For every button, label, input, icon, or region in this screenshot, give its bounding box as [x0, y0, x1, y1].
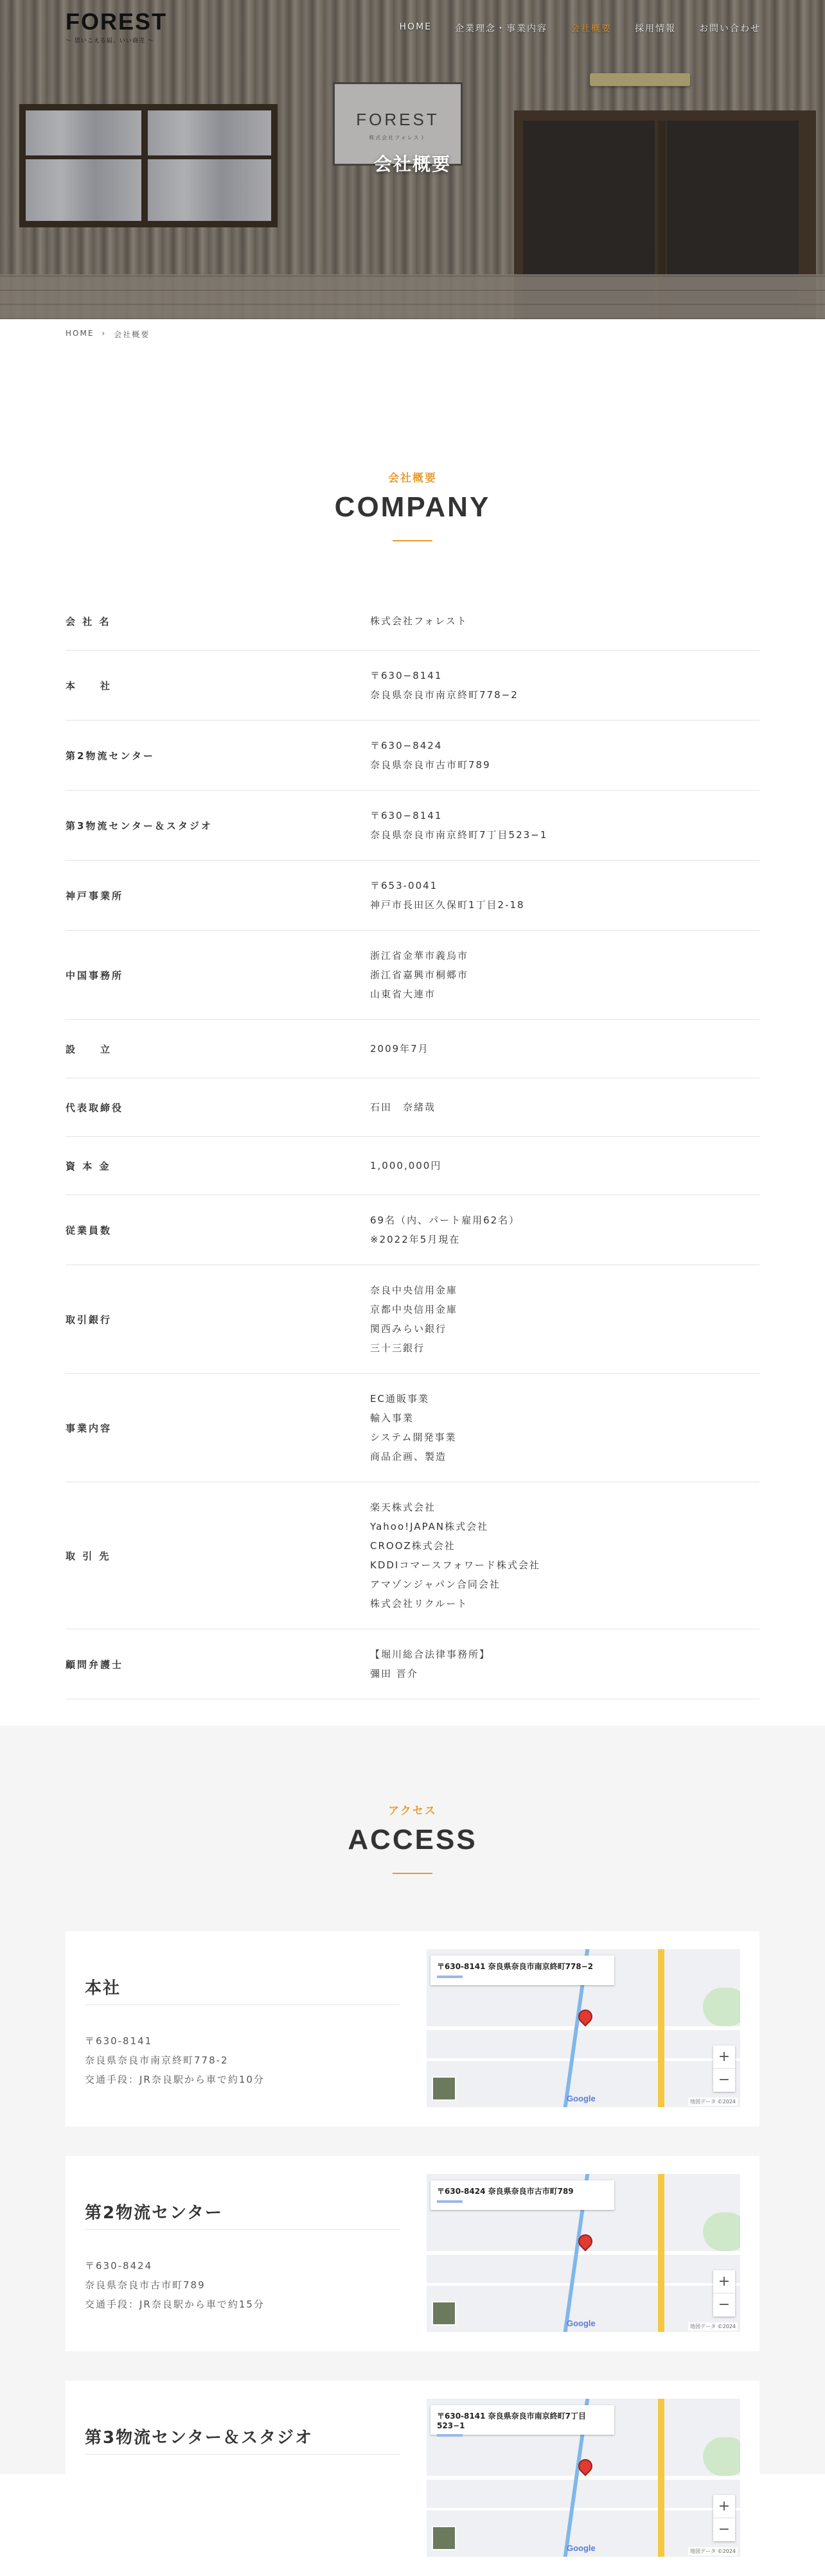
- access-section: [0, 1726, 825, 2554]
- table-row: [66, 861, 759, 931]
- map-link[interactable]: [437, 2200, 463, 2203]
- table-row: [66, 931, 759, 1020]
- building-sign-image: FOREST 株式会社フォレスト: [333, 82, 463, 166]
- map-info-box[interactable]: [430, 2180, 614, 2210]
- zoom-in-button[interactable]: +: [713, 2495, 735, 2518]
- row-value-line: 奈良県奈良市南京終町7丁目523−1: [370, 829, 548, 841]
- row-value: [370, 1211, 759, 1249]
- google-logo: Google: [567, 2543, 596, 2553]
- table-row: [66, 791, 759, 861]
- row-value-line: 関西みらい銀行: [370, 1323, 447, 1335]
- map-zoom-control: [713, 2270, 735, 2317]
- satellite-toggle[interactable]: [432, 2076, 456, 2101]
- google-map-embed[interactable]: [427, 1949, 740, 2107]
- breadcrumb-current: 会社概要: [114, 330, 150, 339]
- address-line: 交通手段：JR奈良駅から車で約10分: [85, 2074, 265, 2085]
- row-value-line: システム開発事業: [370, 1432, 457, 1443]
- row-value-line: 輸入事業: [370, 1412, 414, 1424]
- row-value-line: 〒653-0041: [370, 880, 438, 891]
- row-value-line: 2009年7月: [370, 1043, 429, 1055]
- row-value-line: 浙江省嘉興市桐郷市: [370, 969, 469, 981]
- access-card-address: [85, 2031, 265, 2089]
- table-row: [66, 1195, 759, 1265]
- nav-company[interactable]: 会社概要: [571, 24, 612, 34]
- access-card: [66, 2381, 759, 2576]
- access-heading-jp: アクセス: [388, 1805, 437, 1818]
- table-row: [66, 1020, 759, 1078]
- address-line: 〒630-8424: [85, 2260, 153, 2272]
- row-value-line: 山東省大連市: [370, 988, 436, 1000]
- company-section: [0, 469, 825, 1679]
- map-credit: 地図データ ©2024: [688, 2322, 738, 2331]
- row-label: 神戸事業所: [66, 889, 124, 902]
- nav-recruit[interactable]: 採用情報: [635, 24, 676, 34]
- divider: [85, 2454, 400, 2455]
- row-value: [370, 1645, 759, 1683]
- site-header: [0, 0, 825, 58]
- company-info-table: [66, 592, 759, 1699]
- page-title: 会社概要: [373, 153, 451, 175]
- google-logo: Google: [567, 2094, 596, 2103]
- row-value-line: 〒630−8141: [370, 670, 443, 681]
- row-value-line: 奈良中央信用金庫: [370, 1284, 458, 1296]
- heading-underline: [393, 1873, 432, 1874]
- map-link[interactable]: [437, 1976, 463, 1978]
- nav-contact[interactable]: お問い合わせ: [699, 24, 761, 34]
- company-heading-jp: 会社概要: [388, 472, 437, 485]
- map-credit: 地図データ ©2024: [688, 2098, 738, 2106]
- map-zoom-control: [713, 2495, 735, 2541]
- row-value: [370, 806, 759, 845]
- row-label: 資 本 金: [66, 1160, 111, 1172]
- row-value: [370, 1389, 759, 1466]
- row-value-line: 奈良県奈良市古市町789: [370, 759, 491, 771]
- row-value-line: 〒630−8141: [370, 810, 443, 821]
- access-card: [66, 2156, 759, 2351]
- satellite-toggle[interactable]: [432, 2301, 456, 2326]
- row-value-line: アマゾンジャパン合同会社: [370, 1579, 501, 1590]
- table-row: [66, 1629, 759, 1699]
- global-nav: [400, 22, 761, 35]
- row-label: 第3物流センター＆スタジオ: [66, 819, 213, 832]
- satellite-toggle[interactable]: [432, 2526, 456, 2550]
- address-line: 〒630-8141: [85, 2035, 153, 2047]
- breadcrumb-separator: ›: [102, 329, 107, 338]
- company-heading: [0, 469, 825, 541]
- access-card-name: 第3物流センター＆スタジオ: [85, 2428, 314, 2448]
- row-value: [370, 1281, 759, 1358]
- divider: [85, 2004, 400, 2005]
- row-label: 本 社: [66, 679, 112, 692]
- row-value-line: 69名（内、パート雇用62名）: [370, 1214, 520, 1226]
- address-line: 奈良県奈良市南京終町778-2: [85, 2055, 229, 2066]
- row-value-line: ※2022年5月現在: [370, 1234, 461, 1245]
- map-info-box[interactable]: [430, 2405, 614, 2435]
- google-map-embed[interactable]: [427, 2399, 740, 2557]
- row-value-line: 〒630−8424: [370, 740, 443, 751]
- access-card-address: [85, 2256, 265, 2314]
- access-card: [66, 1931, 759, 2126]
- map-zoom-control: [713, 2046, 735, 2092]
- row-label: 中国事務所: [66, 969, 124, 981]
- map-link[interactable]: [437, 2434, 463, 2437]
- table-row: [66, 651, 759, 721]
- address-line: 奈良県奈良市古市町789: [85, 2279, 206, 2291]
- zoom-out-button[interactable]: −: [718, 2297, 731, 2313]
- row-label: 顧問弁護士: [66, 1658, 124, 1670]
- row-value: [370, 1156, 759, 1175]
- row-label: 設 立: [66, 1043, 112, 1055]
- row-value-line: 彌田 晋介: [370, 1668, 418, 1679]
- row-value-line: 株式会社リクルート: [370, 1598, 468, 1609]
- row-value-line: 三十三銀行: [370, 1342, 425, 1354]
- nav-philosophy[interactable]: 企業理念・事業内容: [455, 24, 547, 34]
- row-value-line: Yahoo!JAPAN株式会社: [370, 1521, 489, 1532]
- access-card-name: 本社: [85, 1979, 121, 1998]
- company-heading-en: COMPANY: [334, 491, 491, 523]
- zoom-in-button[interactable]: +: [713, 2046, 735, 2069]
- row-value-line: 石田 奈緒哉: [370, 1101, 436, 1113]
- table-row: [66, 1482, 759, 1629]
- access-heading-en: ACCESS: [348, 1824, 477, 1855]
- breadcrumb-home[interactable]: HOME: [66, 329, 94, 338]
- map-info-box[interactable]: [430, 1956, 614, 1985]
- row-value-line: 商品企画、製造: [370, 1451, 447, 1462]
- map-info-title: 〒630-8424 奈良県奈良市古市町789: [437, 2187, 574, 2196]
- row-label: 取引銀行: [66, 1313, 112, 1326]
- google-map-embed[interactable]: [427, 2174, 740, 2332]
- row-value: [370, 946, 759, 1004]
- row-value: [370, 736, 759, 775]
- row-value: [370, 1098, 759, 1117]
- row-label: 代表取締役: [66, 1101, 124, 1114]
- map-credit: 地図データ ©2024: [688, 2547, 738, 2555]
- row-label: 第2物流センター: [66, 749, 155, 762]
- row-label: 事業内容: [66, 1422, 112, 1434]
- hero-banner: [0, 0, 825, 319]
- heading-underline: [393, 540, 432, 541]
- row-value-line: 株式会社フォレスト: [370, 615, 468, 627]
- row-value-line: 京都中央信用金庫: [370, 1304, 458, 1315]
- row-label: 会 社 名: [66, 615, 111, 627]
- table-row: [66, 592, 759, 651]
- row-label: 取 引 先: [66, 1550, 111, 1562]
- table-row: [66, 1137, 759, 1195]
- table-row: [66, 1078, 759, 1137]
- row-value: [370, 611, 759, 631]
- row-value: [370, 876, 759, 915]
- google-logo: Google: [567, 2318, 596, 2328]
- access-card-name: 第2物流センター: [85, 2204, 224, 2223]
- row-value-line: 浙江省金華市義烏市: [370, 950, 469, 961]
- zoom-out-button[interactable]: −: [718, 2072, 731, 2088]
- table-row: [66, 1265, 759, 1374]
- address-line: 交通手段：JR奈良駅から車で約15分: [85, 2299, 265, 2310]
- access-heading: [0, 1726, 825, 1874]
- row-value: [370, 1039, 759, 1058]
- nav-home[interactable]: HOME: [399, 22, 432, 32]
- zoom-out-button[interactable]: −: [718, 2521, 731, 2537]
- table-row: [66, 721, 759, 791]
- row-value-line: 奈良県奈良市南京終町778−2: [370, 689, 519, 701]
- map-info-title: 〒630-8141 奈良県奈良市南京終町7丁目523−1: [437, 2412, 586, 2430]
- row-value-line: 楽天株式会社: [370, 1502, 436, 1513]
- row-value-line: KDDIコマースフォワード株式会社: [370, 1559, 540, 1571]
- row-value-line: 神戸市長田区久保町1丁目2-18: [370, 899, 525, 911]
- table-row: [66, 1374, 759, 1482]
- breadcrumb: [66, 329, 150, 340]
- row-value-line: EC通販事業: [370, 1393, 429, 1405]
- row-value-line: CROOZ株式会社: [370, 1540, 456, 1552]
- map-info-title: 〒630-8141 奈良県奈良市南京終町778−2: [437, 1962, 594, 1971]
- row-value: [370, 666, 759, 705]
- divider: [85, 2229, 400, 2230]
- site-logo[interactable]: FOREST 〜 思いこえる届、いい商売 〜: [66, 8, 168, 44]
- row-value-line: 1,000,000円: [370, 1160, 442, 1171]
- row-value-line: 【堀川総合法律事務所】: [370, 1649, 491, 1660]
- zoom-in-button[interactable]: +: [713, 2270, 735, 2293]
- row-value: [370, 1498, 759, 1613]
- row-label: 従業員数: [66, 1224, 112, 1236]
